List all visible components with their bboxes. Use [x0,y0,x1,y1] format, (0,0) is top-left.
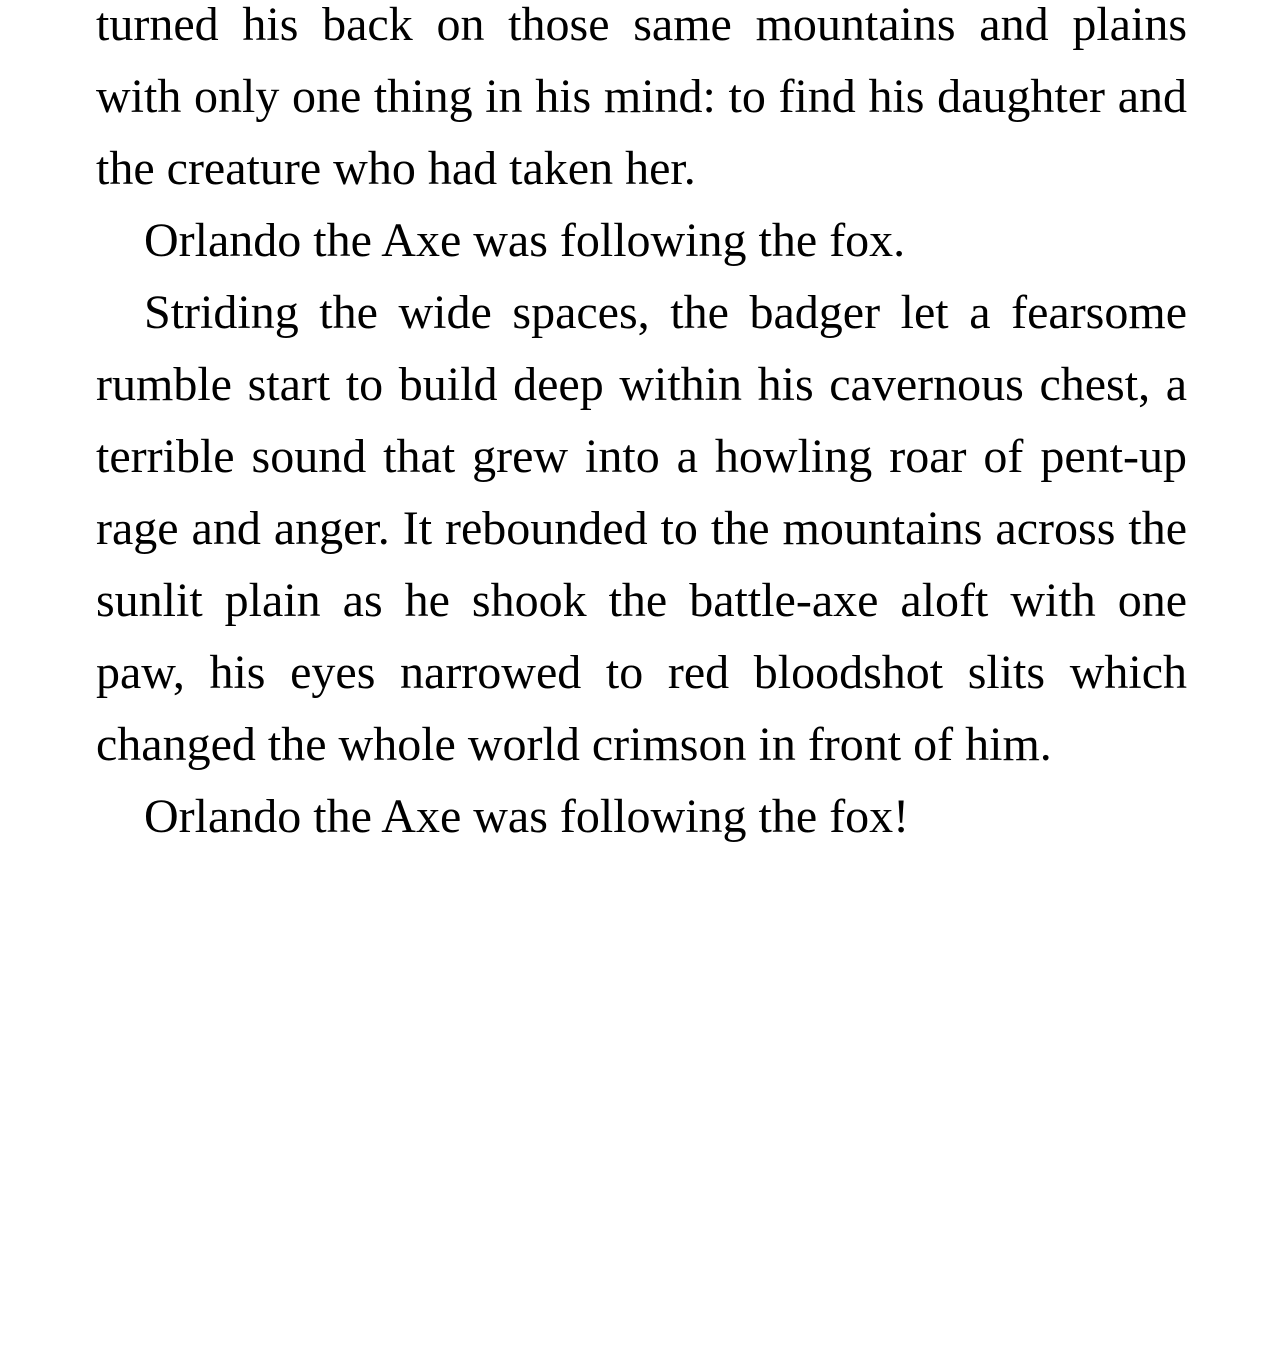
book-page [96,0,1187,853]
paragraph-orlando-following-exclaim: Orlando the Axe was following the fox! [144,790,910,843]
paragraph-orlando-following: Orlando the Axe was following the fox. [144,214,906,267]
paragraph-badger-roar: Striding the wide spaces, the badger let a fearsome rumble start to build deep within his cavernous chest, a terrible sound that grew into a howling roar of pent-up rage and anger. It rebounded to the mountains across the sunlit plain as he shook the battle-axe aloft with one paw, his eyes narrowed to red bloodshot slits which changed the whole world crimson in front of him. [96,286,1187,771]
paragraph-continuation: turned his back on those same mountains and plains with only one thing in his mind: to find his daughter and the creature who had taken her. [96,0,1187,195]
